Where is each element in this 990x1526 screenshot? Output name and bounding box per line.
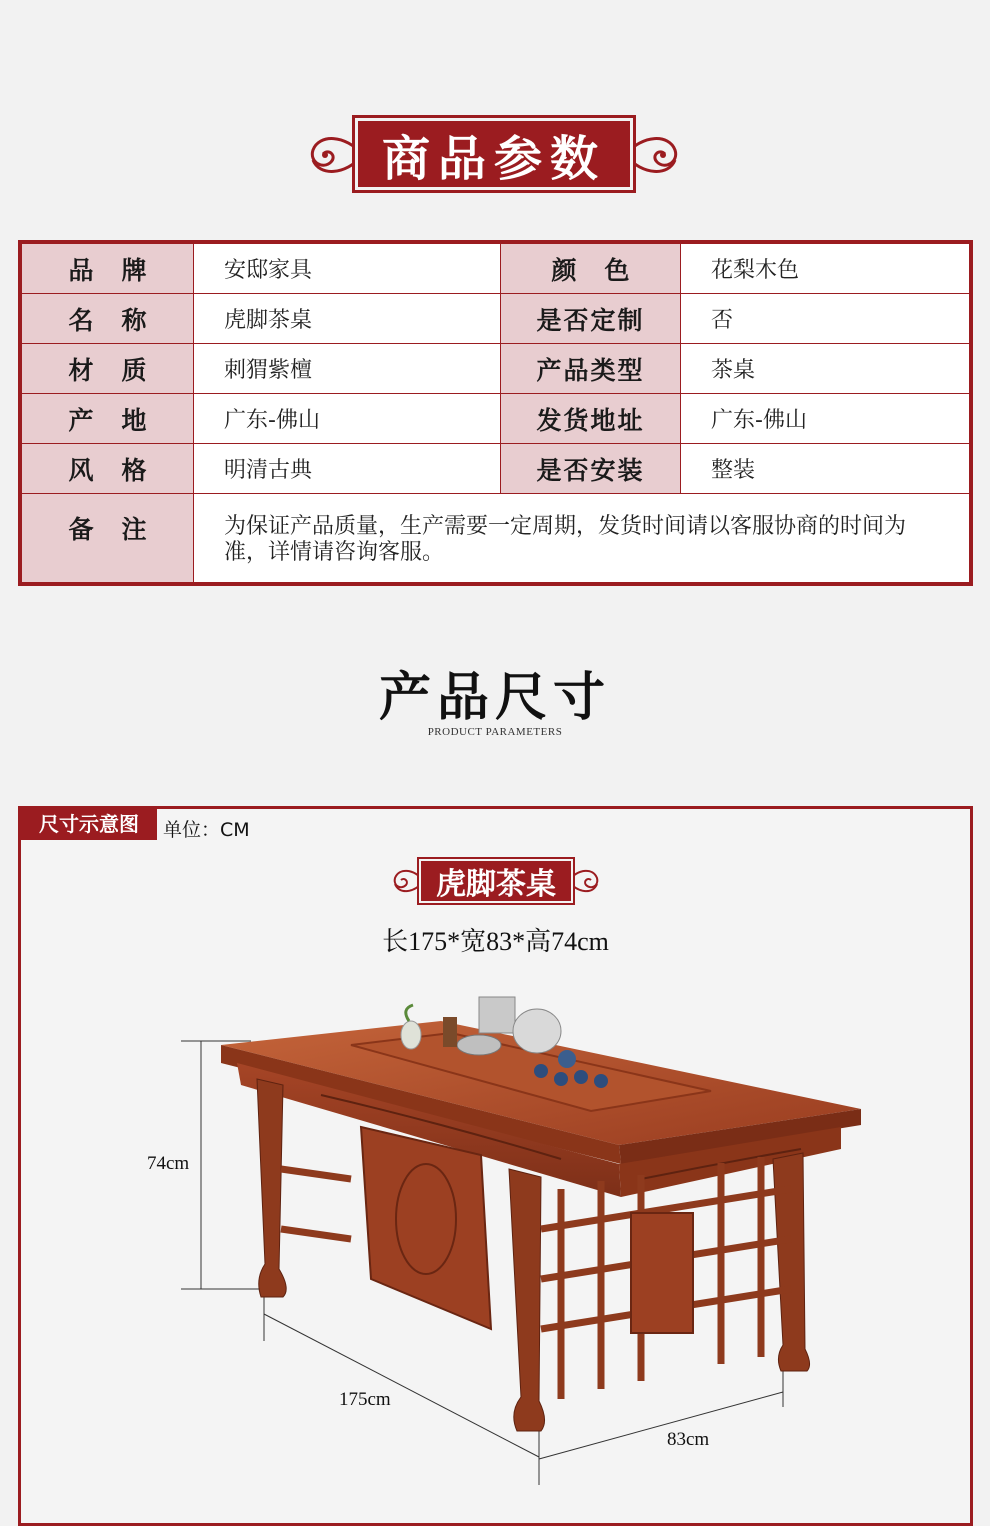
- width-label: 83cm: [667, 1429, 710, 1450]
- param-label: 名称: [22, 294, 194, 344]
- param-label: 产地: [22, 394, 194, 444]
- param-value: 否: [681, 294, 970, 344]
- param-label: 颜色: [501, 244, 681, 294]
- size-section-subtitle: PRODUCT PARAMETERS: [427, 726, 563, 738]
- section-banner: [305, 112, 683, 196]
- param-value: 广东-佛山: [681, 394, 970, 444]
- height-label: 74cm: [147, 1153, 190, 1174]
- param-value: 安邸家具: [194, 244, 501, 294]
- param-label: 品牌: [22, 244, 194, 294]
- param-value: 茶桌: [681, 344, 970, 394]
- param-label: 是否定制: [501, 294, 681, 344]
- param-value: 花梨木色: [681, 244, 970, 294]
- table-row-note: [22, 494, 970, 583]
- table-row: [22, 394, 970, 444]
- table-row: [22, 244, 970, 294]
- param-label: 产品类型: [501, 344, 681, 394]
- param-value: 明清古典: [194, 444, 501, 494]
- param-value: 整装: [681, 444, 970, 494]
- table-row: [22, 344, 970, 394]
- param-label: 发货地址: [501, 394, 681, 444]
- param-label: 风格: [22, 444, 194, 494]
- param-label: 材质: [22, 344, 194, 394]
- carved-cabinet: [361, 1127, 491, 1329]
- note-label: 备注: [22, 494, 194, 583]
- param-value: 刺猬紫檀: [194, 344, 501, 394]
- param-value: 广东-佛山: [194, 394, 501, 444]
- size-section-title: 产品尺寸: [378, 667, 611, 728]
- banner-plate: [355, 118, 633, 190]
- product-name: 虎脚茶桌: [436, 867, 556, 902]
- table-row: [22, 444, 970, 494]
- diagram-tag: 尺寸示意图: [21, 809, 157, 840]
- table-row: [22, 294, 970, 344]
- dimensions-caption: 长175*宽83*高74cm: [382, 927, 609, 956]
- param-value: 虎脚茶桌: [194, 294, 501, 344]
- note-value: 为保证产品质量，生产需要一定周期，发货时间请以客服协商的时间为准，详情请咨询客服。: [194, 494, 970, 583]
- section-title: 商品参数: [381, 130, 606, 187]
- dimension-panel: [18, 806, 973, 1526]
- params-table: [18, 240, 973, 586]
- side-carved-panel: [631, 1213, 693, 1333]
- length-label: 175cm: [339, 1389, 391, 1410]
- length-dimension-line: [264, 1297, 539, 1485]
- width-dimension-line: [539, 1364, 783, 1459]
- param-label: 是否安装: [501, 444, 681, 494]
- unit-label: 单位：CM: [163, 819, 250, 841]
